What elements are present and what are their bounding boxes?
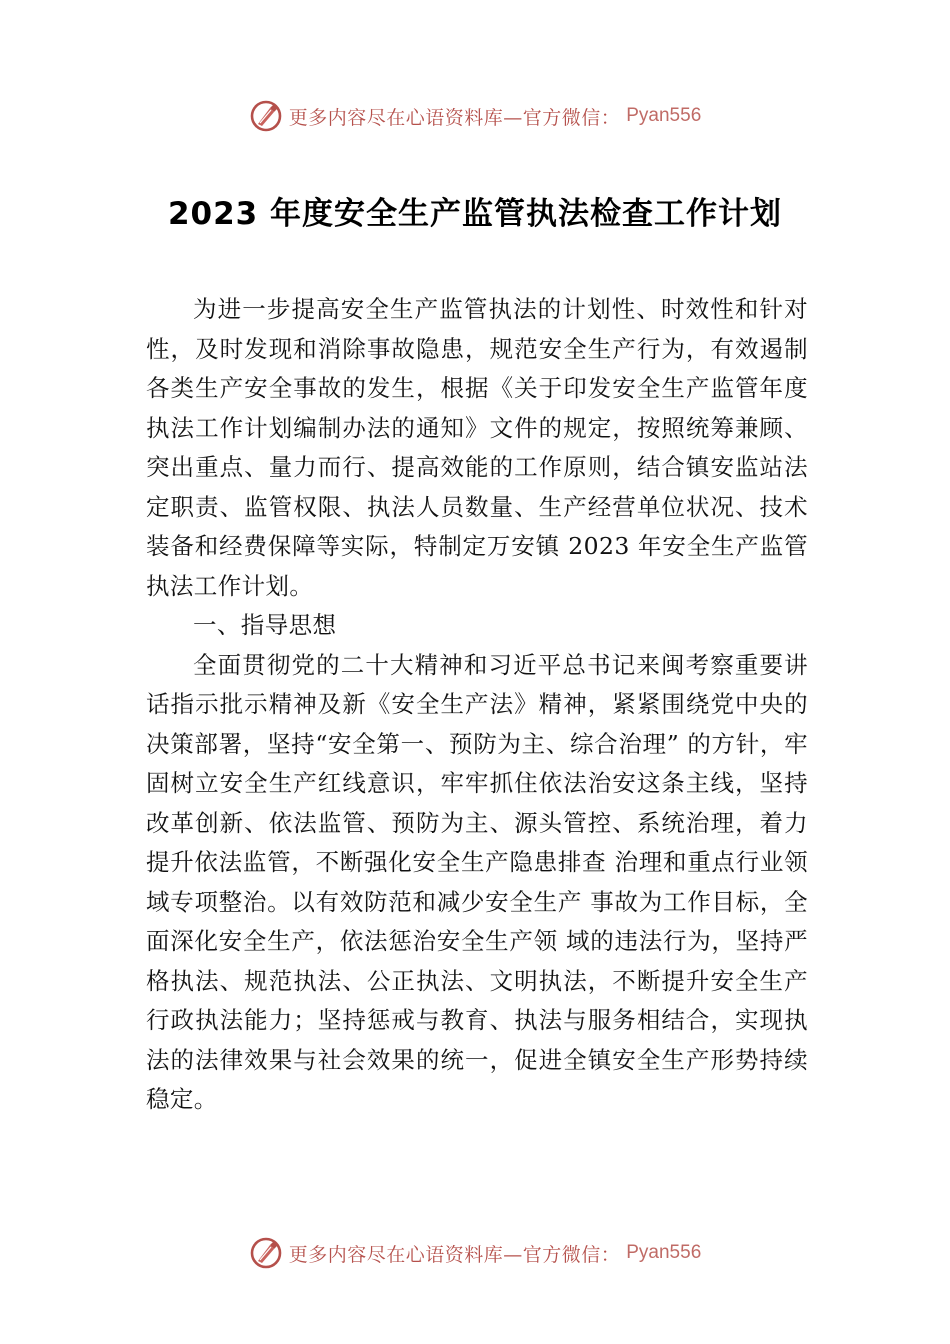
- banner-wechat-id: Pyan556: [626, 105, 702, 126]
- pen-nib-circle-icon: [249, 1236, 283, 1270]
- header-watermark-banner: [0, 96, 950, 136]
- banner-content: [249, 99, 702, 133]
- banner-wechat-id: Pyan556: [626, 1242, 702, 1263]
- banner-content: [249, 1236, 702, 1270]
- section-heading: 一、指导思想: [193, 611, 337, 639]
- document-title: 2023 年度安全生产监管执法检查工作计划: [167, 196, 783, 232]
- banner-text: 更多内容尽在心语资料库—官方微信：: [288, 1243, 621, 1266]
- pen-nib-circle-icon: [249, 99, 283, 133]
- document-body: [146, 290, 808, 1120]
- paragraph-guiding-thought: 全面贯彻党的二十大精神和习近平总书记来闽考察重要讲话指示批示精神及新《安全生产法》精神，紧紧围绕党中央的决策部署，坚持“安全第一、预防为主、综合治理” 的方针，牢固树立安全生产红线意识，牢牢抓住依法治安这条主线，坚持改革创新、依法监管、预防为主、源头管控、系统治理，着力提升依法监管，不断强化安全生产隐患排查 治理和重点行业领域专项整治。以有效防范和减少安全生产 事故为工作目标，全面深化安全生产，依法惩治安全生产领 域的违法行为，坚持严格执法、规范执法、公正执法、文明执法，不断提升安全生产行政执法能力；坚持惩戒与教育、执法与服务相结合，实现执法的法律效果与社会效果的统一，促进全镇安全生产形势持续稳定。: [146, 650, 808, 1113]
- paragraph-intro: 为进一步提高安全生产监管执法的计划性、时效性和针对性，及时发现和消除事故隐患，规范安全生产行为，有效遏制各类生产安全事故的发生，根据《关于印发安全生产监管年度执法工作计划编制办法的通知》文件的规定，按照统筹兼顾、突出重点、量力而行、提高效能的工作原则，结合镇安监站法定职责、监管权限、执法人员数量、生产经营单位状况、技术装备和经费保障等实际，特制定万安镇 2023 年安全生产监管执法工作计划。: [146, 295, 808, 600]
- banner-text: 更多内容尽在心语资料库—官方微信：: [288, 106, 621, 129]
- footer-watermark-banner: [0, 1233, 950, 1273]
